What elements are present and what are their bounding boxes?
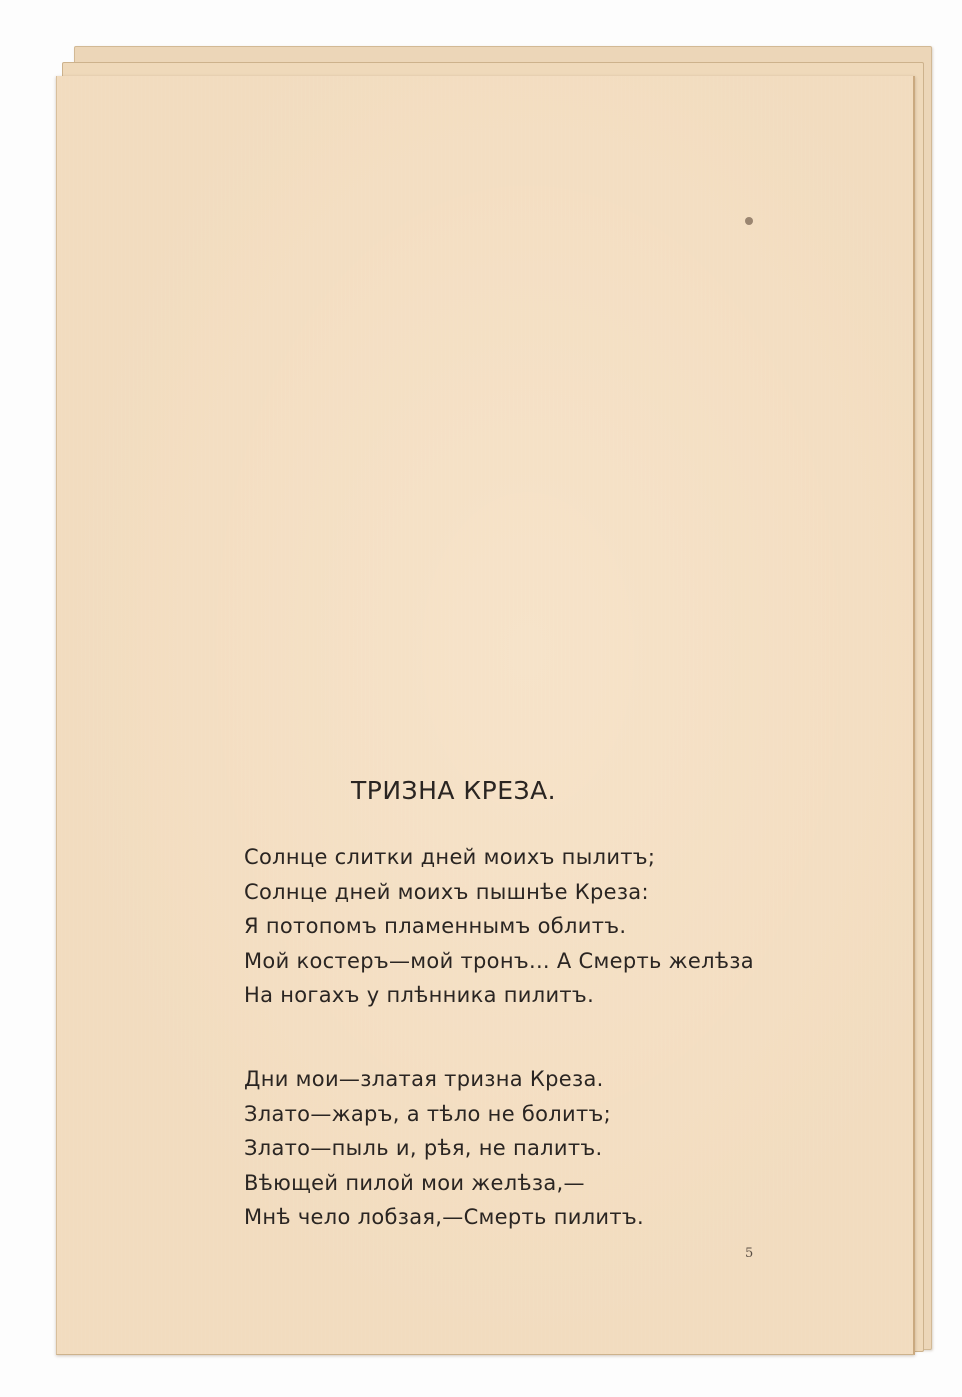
verse-line: Мой костеръ—мой тронъ... А Смерть желѣза [244,948,754,973]
stanza-2 [244,1062,644,1235]
verse-line: Солнце дней моихъ пышнѣе Креза: [244,879,649,904]
bleed-through-shadow [297,646,817,716]
book-page [56,76,915,1355]
paper-speck [745,217,753,225]
poem-title: ТРИЗНА КРЕЗА. [351,776,557,805]
page-number: 5 [745,1246,754,1261]
verse-line: Я потопомъ пламеннымъ облитъ. [244,914,627,938]
verse-line: Злато—пыль и, рѣя, не палитъ. [244,1136,603,1160]
stanza-1 [244,840,754,1013]
verse-line: Дни мои—златая тризна Креза. [244,1067,604,1091]
verse-line: Злато—жаръ, а тѣло не болитъ; [244,1101,612,1126]
verse-line: Солнце слитки дней моихъ пылитъ; [244,845,656,869]
verse-line: На ногахъ у плѣнника пилитъ. [244,983,595,1007]
verse-line: Вѣющей пилой мои желѣза,— [244,1170,585,1195]
verse-line: Мнѣ чело лобзая,—Смерть пилитъ. [244,1205,645,1229]
